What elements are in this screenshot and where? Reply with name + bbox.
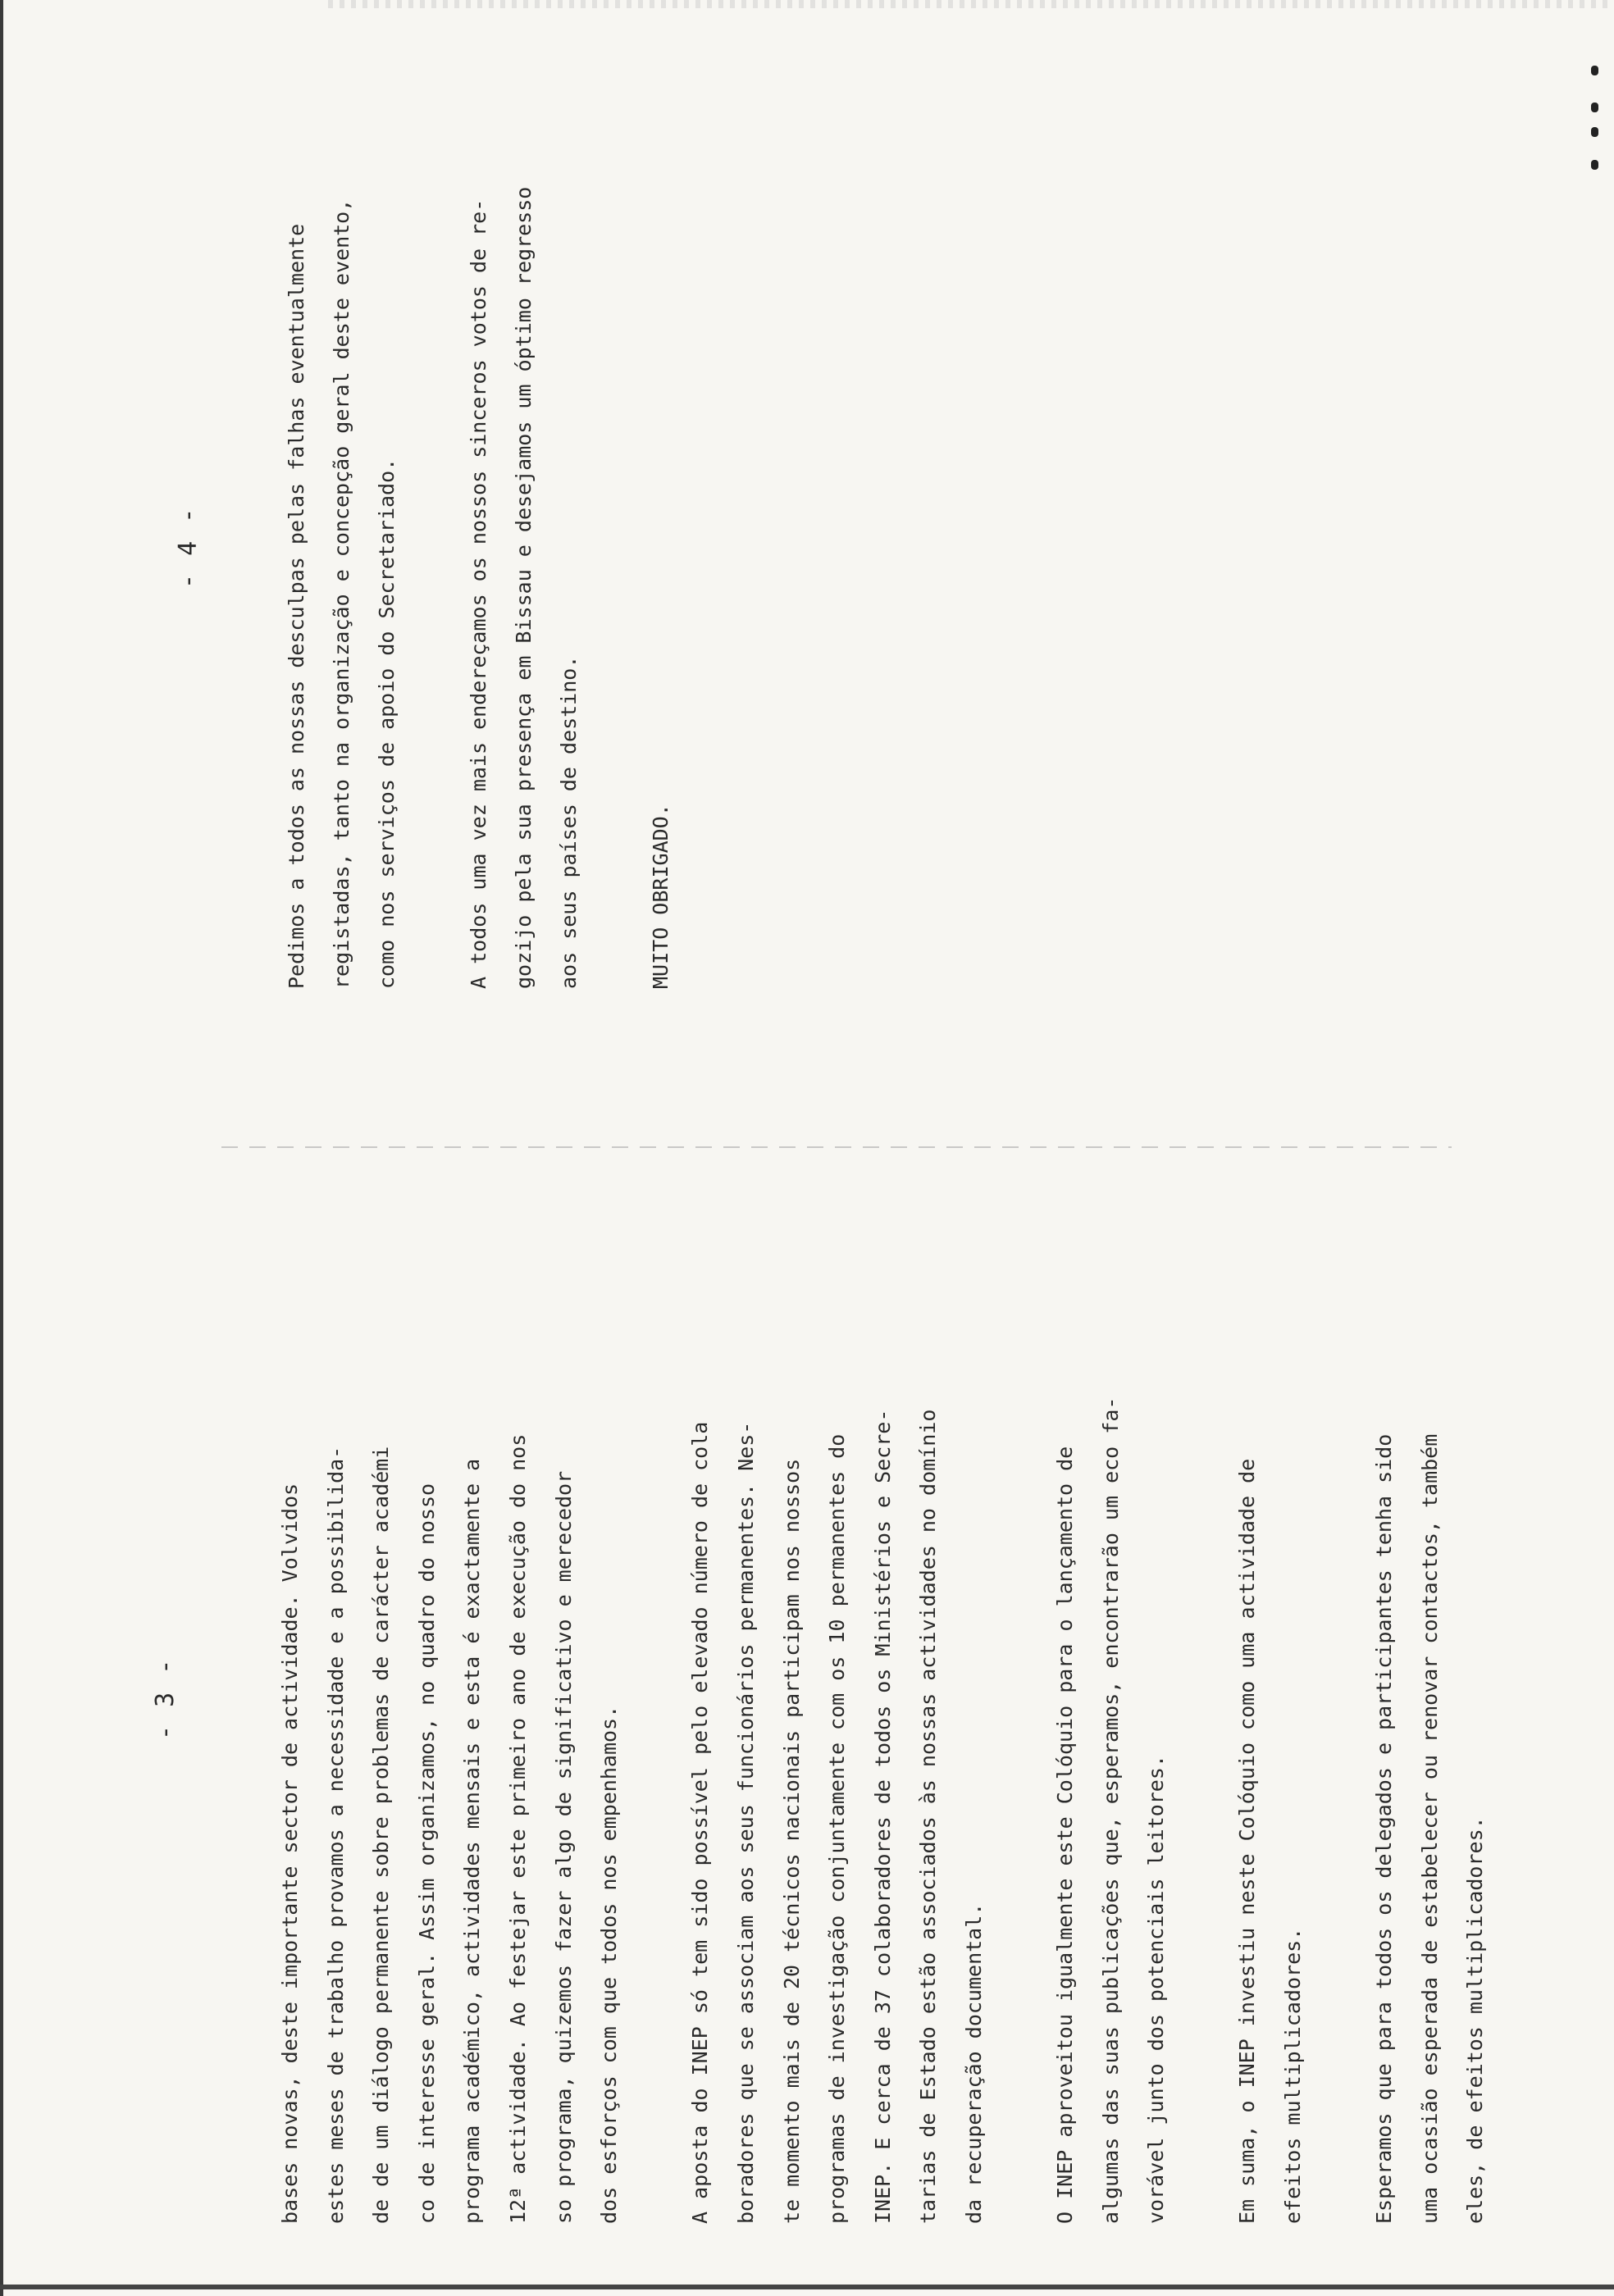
text-line: programas de investigação conjuntamente com os 10 permanentes do: [825, 1433, 850, 2224]
page-fold-line: [221, 1146, 1452, 1148]
text-line: Em suma, o INEP investiu neste Colóquio como uma actividade de: [1235, 1458, 1260, 2224]
text-line: INEP. E cerca de 37 colaboradores de todos os Ministérios e Secre-: [870, 1409, 895, 2224]
text-line: te momento mais de 20 técnicos nacionais participam nos nossos: [779, 1458, 804, 2224]
text-line: tarias de Estado estão associados às nossas actividades no domínio: [916, 1409, 941, 2224]
page-3-body: [267, 1158, 1498, 2224]
text-line: efeitos multiplicadores.: [1281, 1927, 1306, 2224]
punch-marks: [1587, 66, 1603, 172]
page-3-paragraph-2: [677, 1158, 996, 2224]
page-3-paragraph-5: [1361, 1158, 1498, 2224]
scan-left-edge: [0, 0, 3, 2296]
page-4-paragraph-1: [274, 87, 409, 989]
text-line: A todos uma vez mais endereçamos os nossos sinceros votos de re-: [467, 198, 490, 989]
text-line: dos esforços com que todos nos empenhamos.: [597, 1705, 622, 2224]
closing-line: MUITO OBRIGADO.: [649, 804, 672, 989]
text-line: Esperamos que para todos os delegados e participantes tenha sido: [1372, 1433, 1397, 2224]
text-line: 12ª actividade. Ao festejar este primeiro ano de execução do nos: [505, 1433, 530, 2224]
text-line: O INEP aproveitou igualmente este Colóquio para o lançamento de: [1053, 1446, 1078, 2224]
page-3-paragraph-1: [267, 1158, 632, 2224]
page-4-paragraph-2: [456, 87, 591, 989]
page-number-4: - 4 -: [174, 506, 203, 589]
text-line: co de interesse geral. Assim organizamos, no quadro do nosso: [414, 1483, 439, 2224]
page-number-3: - 3 -: [151, 1657, 180, 1740]
text-line: gozijo pela sua presença em Bissau e desejamos um óptimo regresso: [512, 186, 536, 989]
text-line: de de um diálogo permanente sobre problemas de carácter académi: [369, 1446, 394, 2224]
text-line: vorável junto dos potenciais leitores.: [1144, 1755, 1169, 2224]
text-line: aos seus países de destino.: [557, 655, 581, 989]
page-3-paragraph-3: [1042, 1158, 1179, 2224]
page-3-paragraph-4: [1224, 1158, 1315, 2224]
text-line: da recuperação documental.: [961, 1902, 986, 2224]
text-line: como nos serviços de apoio do Secretariado.: [375, 458, 399, 989]
text-line: A aposta do INEP só tem sido possível pelo elevado número de cola: [688, 1421, 713, 2224]
text-line: bases novas, deste importante sector de actividade. Volvidos: [278, 1483, 302, 2224]
text-line: Pedimos a todos as nossas desculpas pelas falhas eventualmente: [285, 223, 308, 989]
text-line: eles, de efeitos multiplicadores.: [1463, 1816, 1488, 2224]
page-4-closing: [638, 87, 683, 989]
scan-bottom-edge: [0, 2285, 1614, 2289]
text-line: algumas das suas publicações que, esperamos, encontrarão um eco fa-: [1098, 1396, 1123, 2224]
scan-top-edge: [328, 0, 1607, 8]
page-4-body: [274, 87, 683, 989]
text-line: programa académico, actividades mensais e esta é exactamente a: [460, 1458, 485, 2224]
text-line: so programa, quizemos fazer algo de significativo e merecedor: [551, 1470, 576, 2224]
text-line: boradores que se associam aos seus funcionários permanentes. Nes-: [733, 1421, 758, 2224]
text-line: uma ocasião esperada de estabelecer ou renovar contactos, também: [1417, 1433, 1442, 2224]
text-line: registadas, tanto na organização e concepção geral deste evento,: [330, 198, 353, 989]
text-line: estes meses de trabalho provamos a necessidade e a possibilida-: [323, 1446, 348, 2224]
